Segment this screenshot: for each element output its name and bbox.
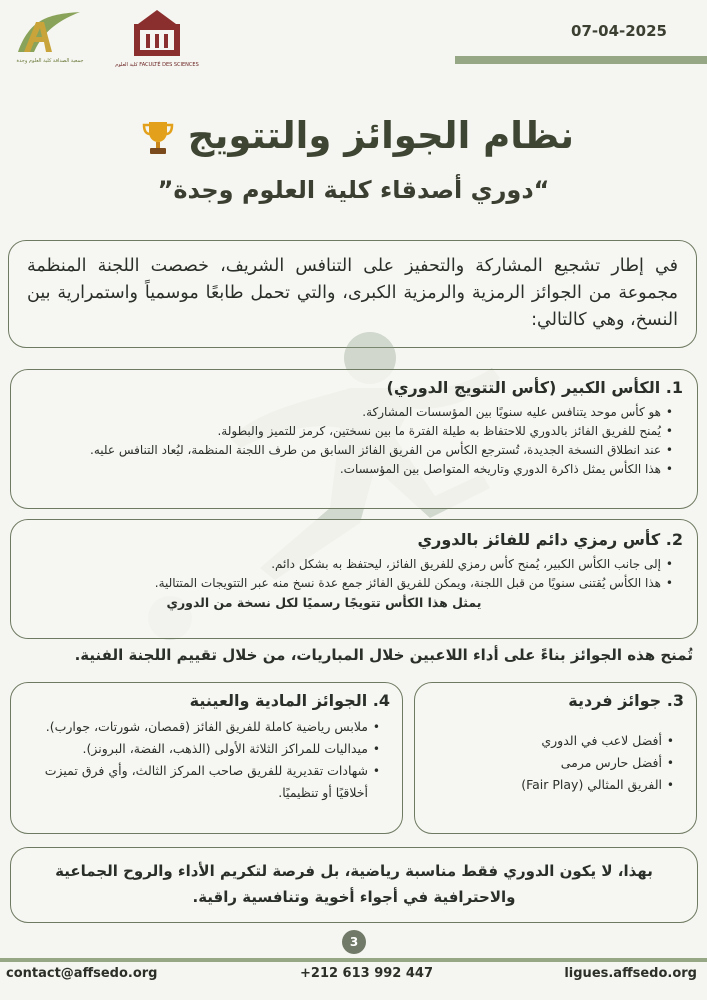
- section-individual-awards-title: 3. جوائز فردية: [568, 691, 684, 710]
- svg-text:جمعية الصداقة كلية العلوم وجدة: جمعية الصداقة كلية العلوم وجدة: [16, 58, 84, 64]
- list-item: • ملابس رياضية كاملة للفريق الفائز (قمصان، شورتات، جوارب).: [23, 716, 380, 738]
- document-date: 07-04-2025: [571, 22, 667, 40]
- page-title-text: نظام الجوائز والتتويج: [187, 114, 575, 157]
- section-individual-awards-list: [427, 730, 684, 796]
- header: [0, 0, 707, 90]
- section-material-awards-list: [23, 716, 390, 804]
- closing-card: [10, 847, 698, 923]
- section-grand-cup: [10, 369, 698, 509]
- section-permanent-cup-title: 2. كأس رمزي دائم للفائز بالدوري: [417, 530, 683, 549]
- section-material-awards-title: 4. الجوائز المادية والعينية: [189, 691, 390, 710]
- list-item: • الفريق المثالي (Fair Play): [427, 774, 674, 796]
- header-accent-bar: [455, 56, 707, 64]
- section-permanent-cup-highlight: يمثل هذا الكأس تتويجًا رسميًا لكل نسخة من الدوري: [166, 595, 482, 610]
- list-item: • هذا الكأس يمثل ذاكرة الدوري وتاريخه المتواصل بين المؤسسات.: [25, 460, 673, 479]
- awards-criteria-note: تُمنح هذه الجوائز بناءً على أداء اللاعبين خلال المباريات، من خلال تقييم اللجنة الفنية.: [74, 646, 693, 664]
- page-title: [0, 114, 707, 157]
- list-item: • شهادات تقديرية للفريق صاحب المركز الثالث، وأي فرق تميزت أخلاقيًا أو تنظيميًا.: [23, 760, 380, 804]
- page-subtitle: “دوري أصدقاء كلية العلوم وجدة”: [157, 176, 550, 204]
- footer-accent-bar: [0, 958, 707, 962]
- list-item: • أفضل حارس مرمى: [427, 752, 674, 774]
- affsedo-logo: [10, 8, 88, 68]
- list-item: • أفضل لاعب في الدوري: [427, 730, 674, 752]
- footer-website[interactable]: ligues.affsedo.org: [564, 966, 697, 981]
- section-permanent-cup-list: [25, 555, 683, 593]
- list-item: • إلى جانب الكأس الكبير، يُمنح كأس رمزي للفريق الفائز، ليحتفظ به بشكل دائم.: [25, 555, 673, 574]
- intro-text: في إطار تشجيع المشاركة والتحفيز على التنافس الشريف، خصصت اللجنة المنظمة مجموعة من الجوائز الرمزية والرمزية الكبرى، والتي تحمل طابعًا موسمياً واستمرارية بين النسخ، وهي كالتالي:: [27, 256, 678, 330]
- page-number: 3: [342, 930, 366, 954]
- section-individual-awards: [414, 682, 697, 834]
- faculty-of-sciences-logo: [115, 6, 199, 76]
- footer-email[interactable]: contact@affsedo.org: [6, 966, 158, 981]
- list-item: • ميداليات للمراكز الثلاثة الأولى (الذهب، الفضة، البرونز).: [23, 738, 380, 760]
- list-item: • هو كأس موحد يتنافس عليه سنويًا بين المؤسسات المشاركة.: [25, 403, 673, 422]
- section-grand-cup-list: [25, 403, 683, 479]
- section-grand-cup-title: 1. الكأس الكبير (كأس التتويج الدوري): [386, 378, 683, 397]
- svg-text:كلية العلوم FACULTÉ DES SCIENC: كلية العلوم FACULTÉ DES SCIENCES: [115, 62, 199, 68]
- list-item: • يُمنح للفريق الفائز بالدوري للاحتفاظ به طيلة الفترة ما بين نسختين، كرمز للتميز والبطولة.: [25, 422, 673, 441]
- footer-phone[interactable]: +212 613 992 447: [300, 966, 434, 981]
- section-material-awards: [10, 682, 403, 834]
- list-item: • هذا الكأس يُقتنى سنويًا من قبل اللجنة، ويمكن للفريق الفائز جمع عدة نسخ منه عبر التتويجات المتتالية.: [25, 574, 673, 593]
- section-permanent-cup: [10, 519, 698, 639]
- list-item: • عند انطلاق النسخة الجديدة، تُسترجع الكأس من الفريق الفائز السابق من طرف اللجنة المنظمة، ليُعاد التنافس عليه.: [25, 441, 673, 460]
- closing-text: بهذا، لا يكون الدوري فقط مناسبة رياضية، بل فرصة لتكريم الأداء والروح الجماعية والاحترافية في أجواء أخوية وتنافسية راقية.: [55, 862, 653, 906]
- trophy-icon: [141, 120, 175, 156]
